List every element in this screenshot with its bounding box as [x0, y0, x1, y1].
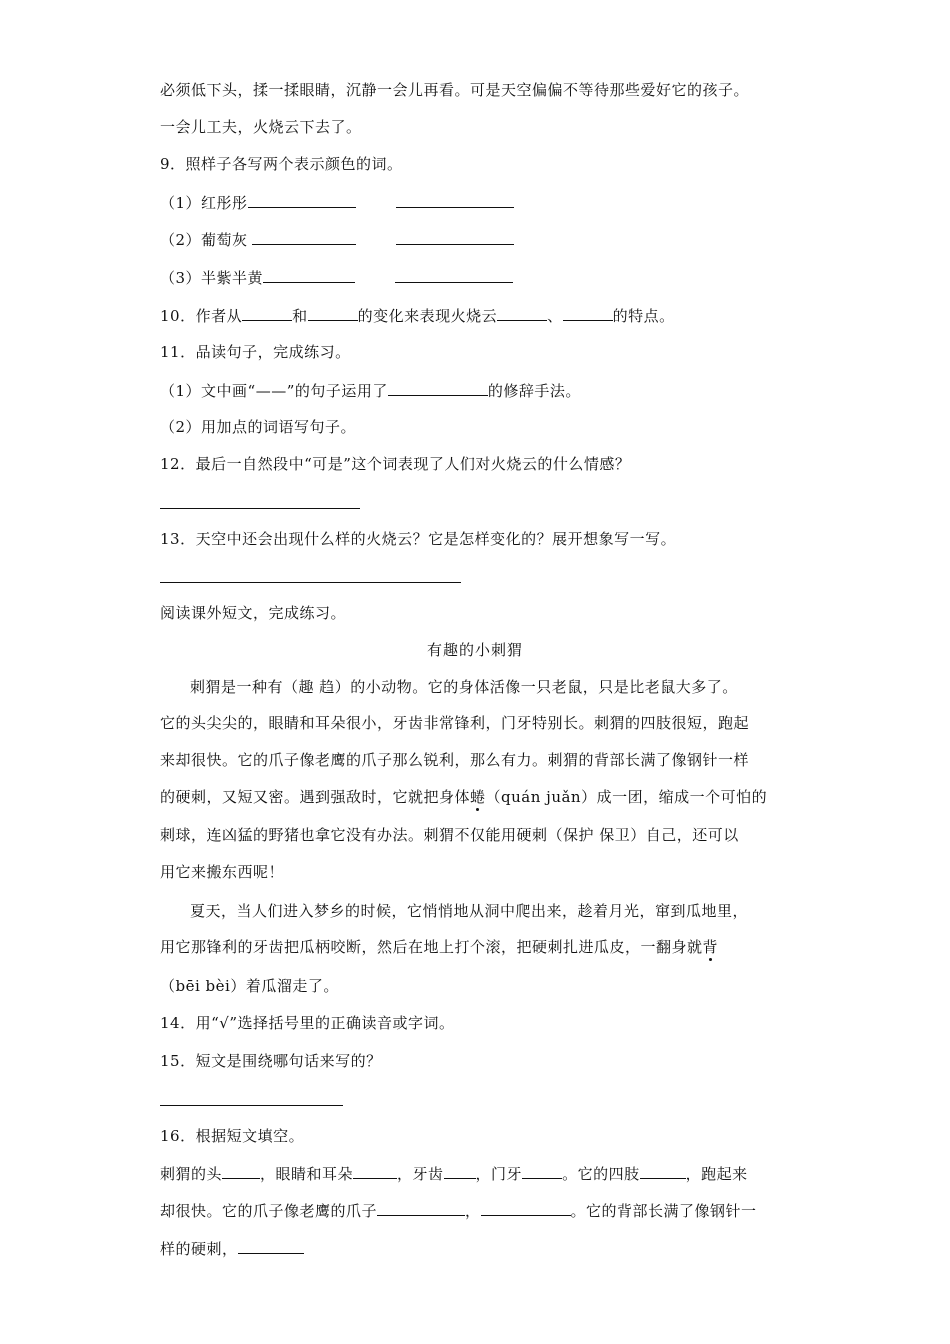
answer-line[interactable] [160, 582, 461, 583]
question-9-stem: 9．照样子各写两个表示颜色的词。 [160, 155, 403, 173]
question-10 [160, 305, 675, 326]
reading-instructions: 阅读课外短文，完成练习。 [160, 604, 347, 622]
q16-text: ，门牙 [475, 1165, 523, 1183]
answer-blank[interactable] [377, 1200, 465, 1216]
q16-text: ， [465, 1202, 481, 1220]
question-9-item-1 [160, 192, 514, 213]
q16-text: 。它的四肢 [562, 1165, 640, 1183]
q10-text: 和 [292, 307, 308, 325]
answer-blank[interactable] [395, 267, 513, 283]
q11-text: （1）文中画“——”的句子运用了 [160, 382, 388, 400]
answer-blank[interactable] [222, 1163, 260, 1179]
answer-blank[interactable] [252, 229, 356, 245]
answer-blank[interactable] [481, 1200, 571, 1216]
dotted-character: 蜷 [470, 788, 486, 806]
answer-blank[interactable] [640, 1163, 686, 1179]
answer-blank[interactable] [248, 192, 356, 208]
answer-blank[interactable] [242, 305, 292, 321]
question-16-stem: 16．根据短文填空。 [160, 1127, 305, 1145]
story-line: 刺球，连凶猛的野猪也拿它没有办法。刺猬不仅能用硬刺（保护 保卫）自己，还可以 [160, 826, 739, 844]
item-label: （3）半紫半黄 [160, 269, 264, 287]
answer-blank[interactable] [238, 1238, 304, 1254]
story-text: 的硬刺，又短又密。遇到强敌时，它就把身体 [160, 788, 471, 806]
question-12-stem: 12．最后一自然段中“可是”这个词表现了人们对火烧云的什么情感？ [160, 455, 631, 473]
question-13-stem: 13．天空中还会出现什么样的火烧云？它是怎样变化的？展开想象写一写。 [160, 530, 677, 548]
question-11-stem: 11．品读句子，完成练习。 [160, 343, 351, 361]
q16-text: 。它的背部长满了像钢针一 [570, 1202, 757, 1220]
q16-text: ，眼睛和耳朵 [260, 1165, 354, 1183]
question-15-stem: 15．短文是围绕哪句话来写的？ [160, 1052, 382, 1070]
question-16-line [160, 1238, 304, 1259]
answer-blank[interactable] [563, 305, 613, 321]
answer-blank[interactable] [522, 1163, 562, 1179]
answer-blank[interactable] [353, 1163, 397, 1179]
q10-text: 、 [547, 307, 563, 325]
story-line: （bēi bèi）着瓜溜走了。 [160, 977, 339, 995]
item-label: （1）红彤彤 [160, 194, 248, 212]
story-title: 有趣的小刺猬 [426, 641, 523, 659]
question-16-line [160, 1200, 757, 1221]
question-9-item-2 [160, 229, 514, 250]
q10-text: 的变化来表现火烧云 [357, 307, 498, 325]
dotted-character: 背 [702, 938, 719, 956]
story-line [160, 787, 767, 807]
answer-blank[interactable] [396, 229, 514, 245]
story-line: 刺猬是一种有（趣 趋）的小动物。它的身体活像一只老鼠，只是比老鼠大多了。 [190, 678, 738, 696]
question-9-item-3 [160, 267, 513, 288]
answer-line[interactable] [160, 1105, 343, 1106]
story-line [160, 937, 718, 957]
q16-text: 却很快。它的爪子像老鹰的爪子 [160, 1202, 378, 1220]
question-16-line [160, 1163, 748, 1184]
q16-text: ，牙齿 [397, 1165, 444, 1183]
item-label: （2）葡萄灰 [160, 231, 248, 249]
q16-text: 刺猬的头 [160, 1165, 223, 1183]
question-14-stem: 14．用“√”选择括号里的正确读音或字词。 [160, 1014, 455, 1032]
story-line: 用它来搬东西呢！ [160, 863, 285, 881]
answer-blank[interactable] [497, 305, 547, 321]
story-text: （quán juǎn）成一团，缩成一个可怕的 [485, 788, 768, 806]
question-11-sub-2: （2）用加点的词语写句子。 [160, 418, 357, 436]
story-line: 来却很快。它的爪子像老鹰的爪子那么锐利，那么有力。刺猬的背部长满了像钢针一样 [160, 751, 750, 769]
q11-text: 的修辞手法。 [487, 382, 581, 400]
question-11-sub-1 [160, 380, 581, 401]
answer-blank[interactable] [388, 380, 488, 396]
answer-line[interactable] [160, 508, 360, 509]
story-line: 它的头尖尖的，眼睛和耳朵很小，牙齿非常锋利，门牙特别长。刺猬的四肢很短，跑起 [160, 714, 750, 732]
passage-line: 一会儿工夫，火烧云下去了。 [160, 118, 362, 136]
answer-blank[interactable] [263, 267, 355, 283]
story-line: 夏天，当人们进入梦乡的时候，它悄悄地从洞中爬出来，趁着月光，窜到瓜地里， [190, 902, 749, 920]
answer-blank[interactable] [444, 1163, 476, 1179]
passage-line: 必须低下头，揉一揉眼睛，沉静一会儿再看。可是天空偏偏不等待那些爱好它的孩子。 [160, 81, 750, 99]
q10-text: 的特点。 [612, 307, 675, 325]
answer-blank[interactable] [396, 192, 514, 208]
q10-text: 10．作者从 [160, 307, 243, 325]
story-text: 用它那锋利的牙齿把瓜柄咬断，然后在地上打个滚，把硬刺扎进瓜皮，一翻身就 [160, 938, 703, 956]
q16-text: ，跑起来 [685, 1165, 748, 1183]
q16-text: 样的硬刺， [160, 1240, 238, 1258]
answer-blank[interactable] [308, 305, 358, 321]
